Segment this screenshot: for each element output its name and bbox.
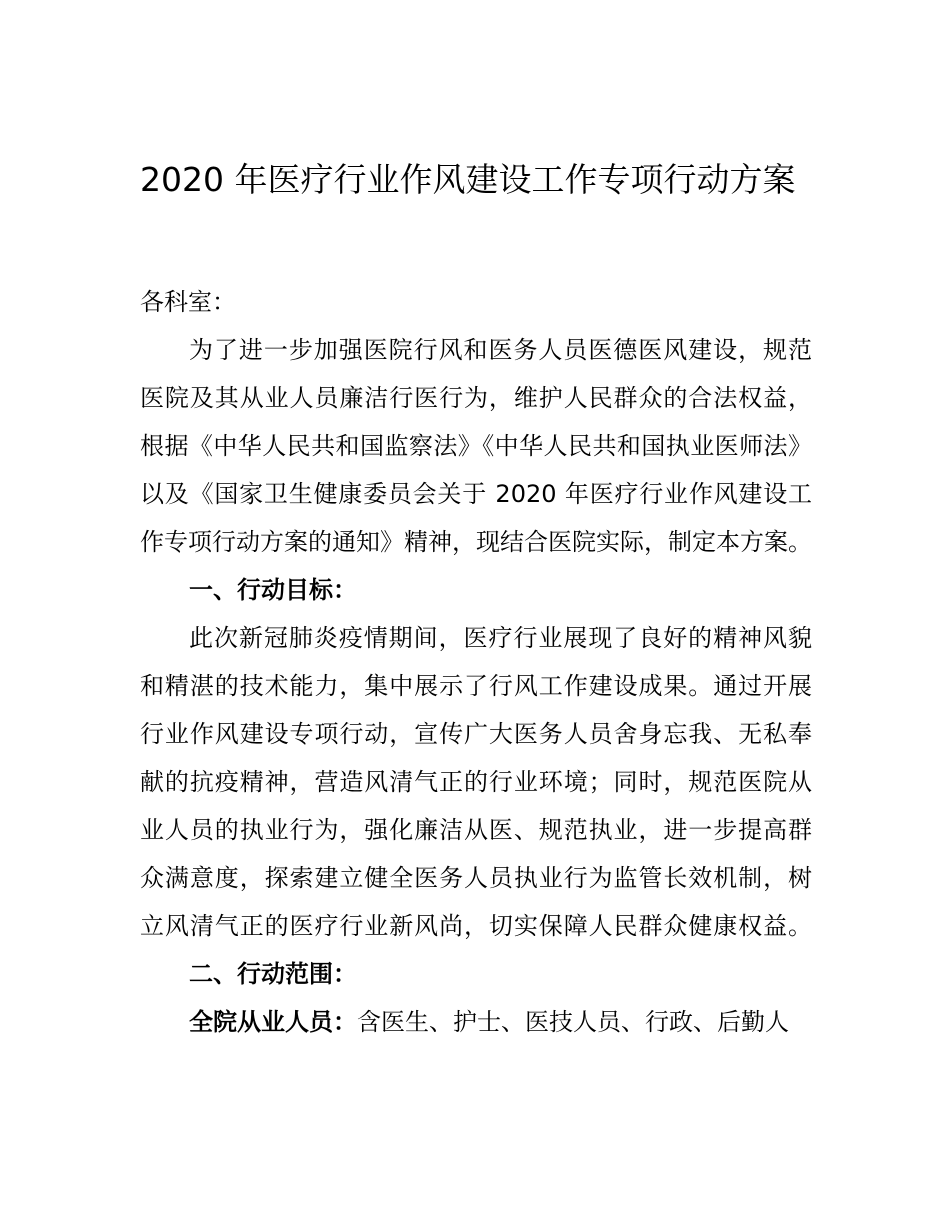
salutation: 各科室： — [140, 288, 236, 316]
paragraph-2-line-3: 行业作风建设专项行动，宣传广大医务人员舍身忘我、无私奉 — [140, 720, 812, 748]
document-body — [140, 278, 812, 1046]
section-heading-1: 一、行动目标： — [189, 576, 357, 604]
paragraph-2-line-7: 立风清气正的医疗行业新风尚，切实保障人民群众健康权益。 — [140, 912, 812, 940]
paragraph-1-line-3: 根据《中华人民共和国监察法》《中华人民共和国执业医师法》 — [140, 432, 812, 460]
scope-text: 含医生、护士、医技人员、行政、后勤人 — [357, 1008, 789, 1036]
paragraph-2-line-4: 献的抗疫精神，营造风清气正的行业环境；同时，规范医院从 — [140, 768, 812, 796]
document-title: 2020 年医疗行业作风建设工作专项行动方案 — [140, 160, 796, 199]
paragraph-2-line-1: 此次新冠肺炎疫情期间，医疗行业展现了良好的精神风貌 — [189, 624, 812, 652]
paragraph-2-line-6: 众满意度，探索建立健全医务人员执业行为监管长效机制，树 — [140, 864, 812, 892]
paragraph-1-line-4: 以及《国家卫生健康委员会关于 2020 年医疗行业作风建设工 — [140, 480, 812, 508]
paragraph-1-line-1: 为了进一步加强医院行风和医务人员医德医风建设，规范 — [189, 336, 812, 364]
paragraph-1-line-5: 作专项行动方案的通知》精神，现结合医院实际，制定本方案。 — [140, 528, 812, 556]
paragraph-2-line-5: 业人员的执业行为，强化廉洁从医、规范执业，进一步提高群 — [140, 816, 812, 844]
paragraph-2-line-2: 和精湛的技术能力，集中展示了行风工作建设成果。通过开展 — [140, 672, 812, 700]
section-heading-2: 二、行动范围： — [189, 960, 357, 988]
paragraph-1-line-2: 医院及其从业人员廉洁行医行为，维护人民群众的合法权益， — [140, 384, 812, 412]
scope-line — [140, 998, 812, 1046]
scope-label: 全院从业人员： — [189, 1008, 357, 1036]
